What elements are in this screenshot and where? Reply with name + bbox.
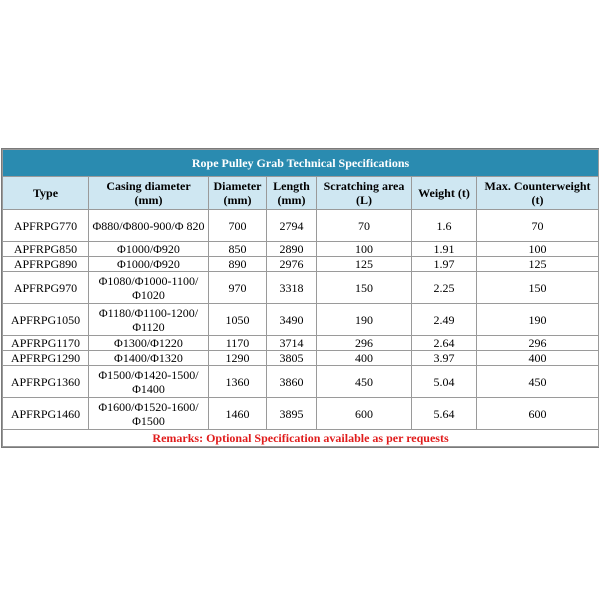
table-cell: 150 [477, 272, 599, 304]
table-cell: APFRPG1170 [3, 336, 89, 351]
table-cell: Φ1000/Φ920 [89, 257, 209, 272]
table-cell: 1.91 [412, 242, 477, 257]
table-cell: 2890 [267, 242, 317, 257]
table-cell: Φ880/Φ800-900/Φ 820 [89, 210, 209, 242]
column-header: Diameter (mm) [209, 177, 267, 210]
header-row [3, 177, 599, 210]
table-cell: Φ1500/Φ1420-1500/ Φ1400 [89, 366, 209, 398]
table-cell: 600 [477, 398, 599, 430]
table-cell: 5.04 [412, 366, 477, 398]
table-cell: 70 [317, 210, 412, 242]
remarks-row [3, 430, 599, 447]
table-row [3, 257, 599, 272]
table-cell: 100 [317, 242, 412, 257]
table-cell: 3318 [267, 272, 317, 304]
column-header: Scratching area (L) [317, 177, 412, 210]
column-header: Weight (t) [412, 177, 477, 210]
table-cell: 70 [477, 210, 599, 242]
remarks-text: Remarks: Optional Specification available as per requests [3, 430, 599, 447]
column-header: Length (mm) [267, 177, 317, 210]
table-cell: APFRPG1460 [3, 398, 89, 430]
table-cell: 190 [317, 304, 412, 336]
table-cell: 2976 [267, 257, 317, 272]
table-cell: APFRPG770 [3, 210, 89, 242]
table-cell: 890 [209, 257, 267, 272]
table-cell: 100 [477, 242, 599, 257]
table-cell: 970 [209, 272, 267, 304]
table-cell: 1.97 [412, 257, 477, 272]
table-row [3, 398, 599, 430]
table-cell: 2.64 [412, 336, 477, 351]
column-header: Type [3, 177, 89, 210]
table-cell: 3714 [267, 336, 317, 351]
table-cell: 450 [317, 366, 412, 398]
table-cell: Φ1180/Φ1100-1200/ Φ1120 [89, 304, 209, 336]
table-row [3, 336, 599, 351]
table-cell: 600 [317, 398, 412, 430]
table-cell: 3895 [267, 398, 317, 430]
table-cell: 1050 [209, 304, 267, 336]
table-cell: 1.6 [412, 210, 477, 242]
table-cell: 400 [317, 351, 412, 366]
table-cell: 296 [477, 336, 599, 351]
table-row [3, 304, 599, 336]
table-cell: 1290 [209, 351, 267, 366]
title-row [3, 150, 599, 177]
table-cell: APFRPG970 [3, 272, 89, 304]
table-cell: Φ1300/Φ1220 [89, 336, 209, 351]
table-cell: 3860 [267, 366, 317, 398]
table-cell: Φ1600/Φ1520-1600/ Φ1500 [89, 398, 209, 430]
table-row [3, 351, 599, 366]
table-row [3, 210, 599, 242]
table-cell: 3490 [267, 304, 317, 336]
table-cell: 296 [317, 336, 412, 351]
table-cell: Φ1400/Φ1320 [89, 351, 209, 366]
table-cell: 5.64 [412, 398, 477, 430]
table-cell: 2794 [267, 210, 317, 242]
table-cell: 450 [477, 366, 599, 398]
table-cell: 3.97 [412, 351, 477, 366]
table-cell: 1170 [209, 336, 267, 351]
table-cell: 2.49 [412, 304, 477, 336]
table-cell: Φ1080/Φ1000-1100/ Φ1020 [89, 272, 209, 304]
column-header: Max. Counterweight (t) [477, 177, 599, 210]
table-cell: 190 [477, 304, 599, 336]
table-cell: 700 [209, 210, 267, 242]
spec-table [2, 149, 599, 447]
table-row [3, 366, 599, 398]
table-cell: 2.25 [412, 272, 477, 304]
table-cell: APFRPG890 [3, 257, 89, 272]
table-cell: APFRPG1050 [3, 304, 89, 336]
table-row [3, 272, 599, 304]
spec-table-container [1, 148, 599, 448]
table-cell: APFRPG1290 [3, 351, 89, 366]
table-cell: APFRPG1360 [3, 366, 89, 398]
table-cell: 125 [477, 257, 599, 272]
table-cell: 850 [209, 242, 267, 257]
column-header: Casing diameter (mm) [89, 177, 209, 210]
table-cell: APFRPG850 [3, 242, 89, 257]
table-cell: Φ1000/Φ920 [89, 242, 209, 257]
table-cell: 3805 [267, 351, 317, 366]
table-cell: 400 [477, 351, 599, 366]
table-row [3, 242, 599, 257]
table-cell: 1460 [209, 398, 267, 430]
table-cell: 1360 [209, 366, 267, 398]
table-cell: 125 [317, 257, 412, 272]
table-title: Rope Pulley Grab Technical Specifications [3, 150, 599, 177]
table-cell: 150 [317, 272, 412, 304]
